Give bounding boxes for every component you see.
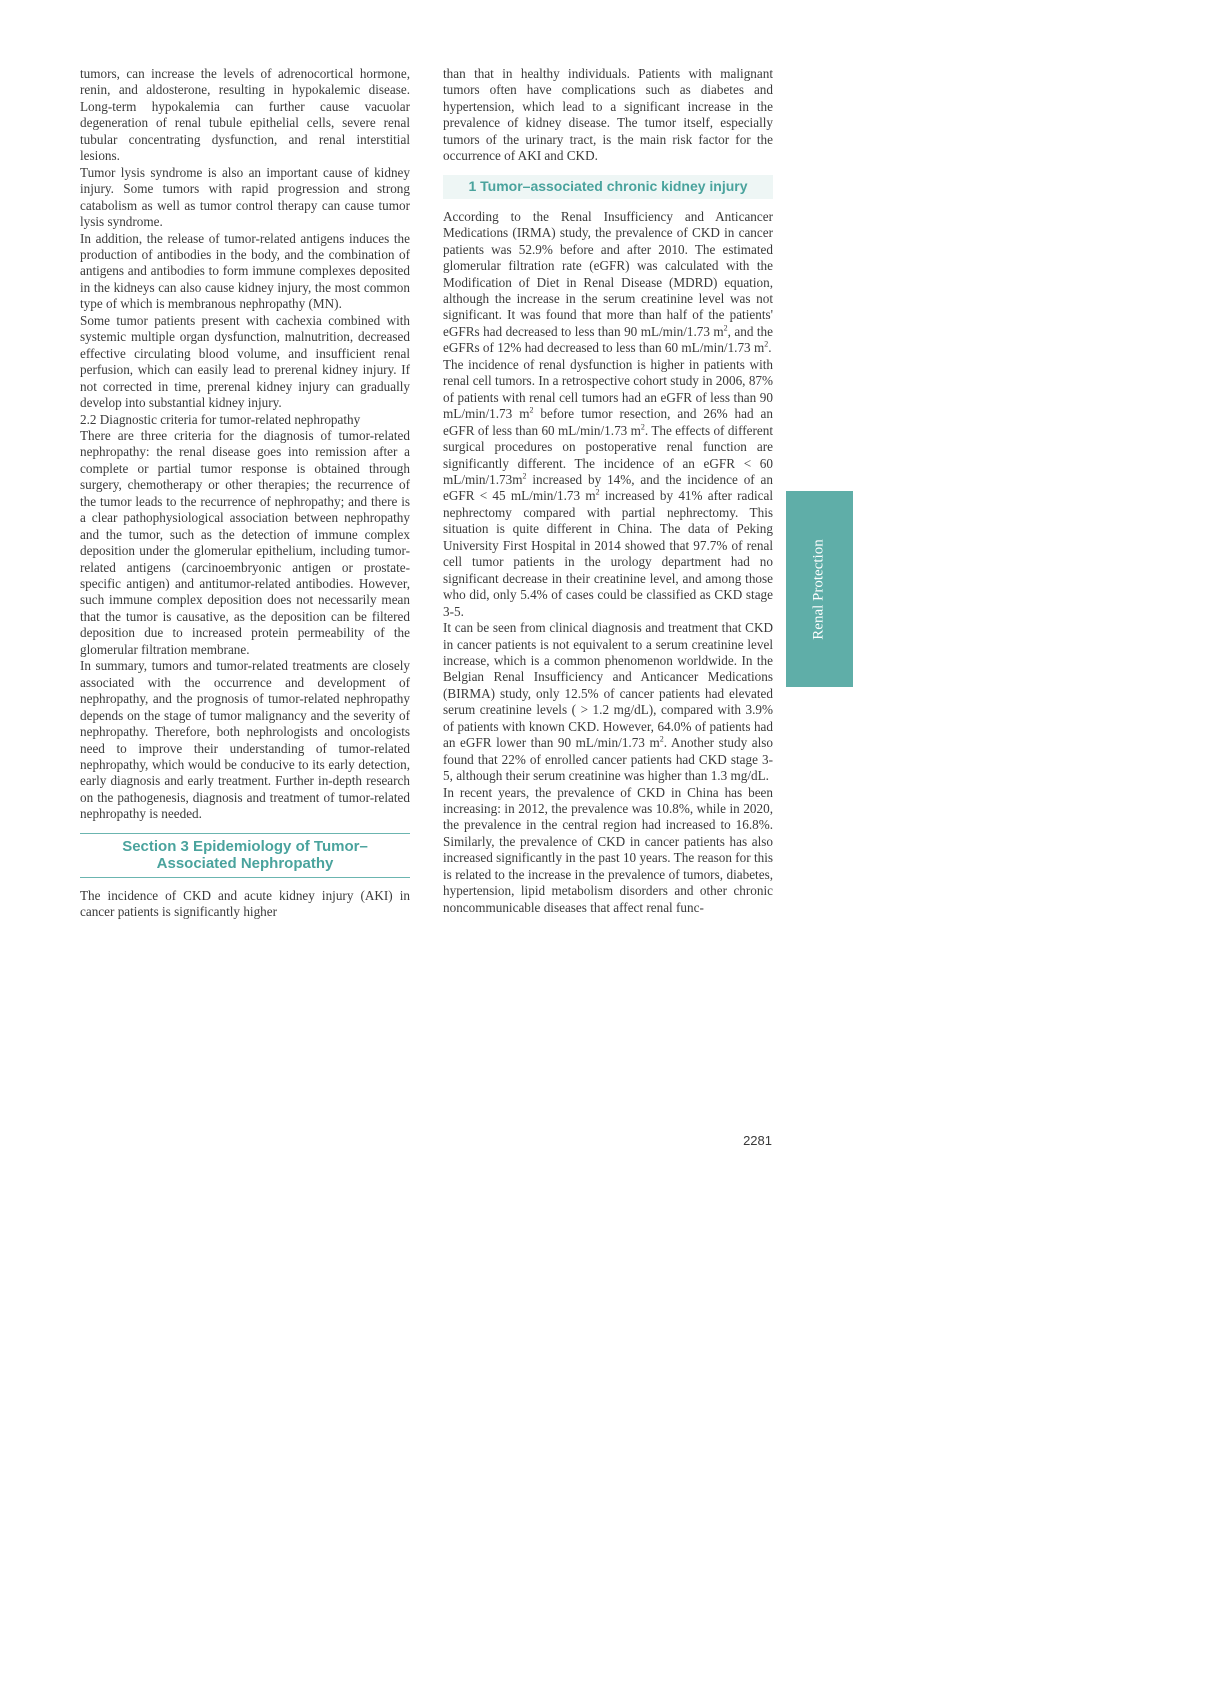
section-heading-line: Section 3 Epidemiology of Tumor– xyxy=(122,837,368,855)
page-number: 2281 xyxy=(743,1133,772,1148)
text-run: . xyxy=(768,340,772,356)
superscript: 2 xyxy=(595,488,600,498)
right-column xyxy=(443,66,773,916)
text-run: before tumor resection, and 26% had an eGFR of less than 60 mL/min/1.73 m xyxy=(443,406,773,438)
text-run: . Another study also found that 22% of enrolled cancer patients had CKD stage 3-5, although their serum creatinine was higher than 1.3 mg/dL. xyxy=(443,735,773,784)
text-run: According to the Renal Insufficiency and Anticancer Medications (IRMA) study, the prevalence of CKD in cancer patients was 52.9% before and after 2010. The estimated glomerular filtration rate (eGFR) was calculated with the Modification of Diet in Renal Disease (MDRD) equation, although the increase in the serum creatinine level was not significant. It was found that more than half of the patients' eGFRs had decreased to less than 90 mL/min/1.73 m xyxy=(443,208,773,339)
paragraph xyxy=(443,357,773,620)
superscript: 2 xyxy=(659,734,664,744)
left-column xyxy=(80,66,410,921)
section-heading xyxy=(80,833,410,878)
paragraph: than that in healthy individuals. Patients with malignant tumors often have complications such as diabetes and hypertension, which lead to a significant increase in the prevalence of kidney disease. The tumor itself, especially tumors of the urinary tract, is the main risk factor for the occurrence of AKI and CKD. xyxy=(443,66,773,164)
paragraph: Tumor lysis syndrome is also an important cause of kidney injury. Some tumors with rapid progression and strong catabolism as well as tumor control therapy can cause tumor lysis syndrome. xyxy=(80,164,410,230)
paragraph: Some tumor patients present with cachexia combined with systemic multiple organ dysfunction, malnutrition, decreased effective circulating blood volume, and insufficient renal perfusion, which can easily lead to prerenal kidney injury. If not corrected in time, prerenal kidney injury can gradually develop into substantial kidney injury. xyxy=(80,312,410,411)
paragraph: In addition, the release of tumor-related antigens induces the production of antibodies in the body, and the combination of antigens and antibodies to form immune complexes deposited in the kidneys can also cause kidney injury, the most common type of which is membranous nephropathy (MN). xyxy=(80,230,410,312)
section-heading-line: Associated Nephropathy xyxy=(156,855,334,873)
side-tab xyxy=(786,491,853,687)
superscript: 2 xyxy=(522,471,527,481)
text-run: The incidence of renal dysfunction is higher in patients with renal cell tumors. In a retrospective cohort study in 2006, 87% of patients with renal cell tumors had an eGFR of less than 90 mL/min/1.73 m xyxy=(443,356,773,422)
text-run: . The effects of different surgical procedures on postoperative renal function are significantly different. The incidence of an eGFR < 60 mL/min/1.73m xyxy=(443,422,773,487)
paragraph: tumors, can increase the levels of adrenocortical hormone, renin, and aldosterone, resulting in hypokalemic disease. Long-term hypokalemia can further cause vacuolar degeneration of renal tubule epithelial cells, severe renal tubular concentrating dysfunction, and renal interstitial lesions. xyxy=(80,66,410,164)
paragraph: There are three criteria for the diagnosis of tumor-related nephropathy: the renal disease goes into remission after a complete or partial tumor response is obtained through surgery, chemotherapy or other therapies; the recurrence of the tumor leads to the recurrence of nephropathy; and there is a clear pathophysiological association between nephropathy and the tumor, such as the detection of immune complex deposition under the glomerular epithelium, including tumor-related antigens (carcinoembryonic antigen or prostate-specific antigen) and antitumor-related antibodies. However, such immune complex deposition does not necessarily mean that the tumor is causative, as the deposition can be filtered deposition due to increased protein permeability of the glomerular filtration membrane. xyxy=(80,427,410,657)
superscript: 2 xyxy=(723,323,728,333)
side-tab-label: Renal Protection xyxy=(811,538,827,640)
superscript: 2 xyxy=(764,339,769,349)
text-run: , and the eGFRs of 12% had decreased to less than 60 mL/min/1.73 m xyxy=(443,323,773,356)
paragraph xyxy=(443,209,773,357)
paragraph: In summary, tumors and tumor-related treatments are closely associated with the occurrence and development of nephropathy, and the prognosis of tumor-related nephropathy depends on the stage of tumor malignancy and the severity of nephropathy. Therefore, both nephrologists and oncologists need to improve their understanding of tumor-related nephropathy, which would be conducive to its early detection, early diagnosis and early treatment. Further in-depth research on the pathogenesis, diagnosis and treatment of tumor-related nephropathy is needed. xyxy=(80,658,410,822)
paragraph: In recent years, the prevalence of CKD in China has been increasing: in 2012, the prevalence was 10.8%, while in 2020, the prevalence in the central region had increased to 16.8%. Similarly, the prevalence of CKD in cancer patients has also increased significantly in the past 10 years. The reason for this is related to the increase in the prevalence of tumors, diabetes, hypertension, lipid metabolism disorders and other chronic noncommunicable diseases that affect renal func- xyxy=(443,784,773,915)
superscript: 2 xyxy=(640,422,645,432)
subsection-heading: 2.2 Diagnostic criteria for tumor-related nephropathy xyxy=(80,411,361,427)
subsection-heading: 1 Tumor–associated chronic kidney injury xyxy=(443,175,773,199)
text-run: increased by 41% after radical nephrectomy compared with partial nephrectomy. This situation is quite different in China. The data of Peking University First Hospital in 2014 showed that 97.7% of renal cell tumor patients in the urology department had no significant decrease in their creatinine level, and among those who did, only 5.4% of cases could be classified as CKD stage 3-5. xyxy=(443,488,773,619)
text-run: increased by 14%, and the incidence of an eGFR < 45 mL/min/1.73 m xyxy=(443,471,773,504)
paragraph xyxy=(443,620,773,785)
paragraph: The incidence of CKD and acute kidney injury (AKI) in cancer patients is significantly higher xyxy=(80,887,410,920)
superscript: 2 xyxy=(529,405,534,415)
text-run: It can be seen from clinical diagnosis and treatment that CKD in cancer patients is not equivalent to a serum creatinine level increase, which is a common phenomenon worldwide. In the Belgian Renal Insufficiency and Anticancer Medications (BIRMA) study, only 12.5% of cancer patients had elevated serum creatinine levels ( > 1.2 mg/dL), compared with 3.9% of patients with known CKD. However, 64.0% of patients had an eGFR lower than 90 mL/min/1.73 m xyxy=(443,620,773,751)
